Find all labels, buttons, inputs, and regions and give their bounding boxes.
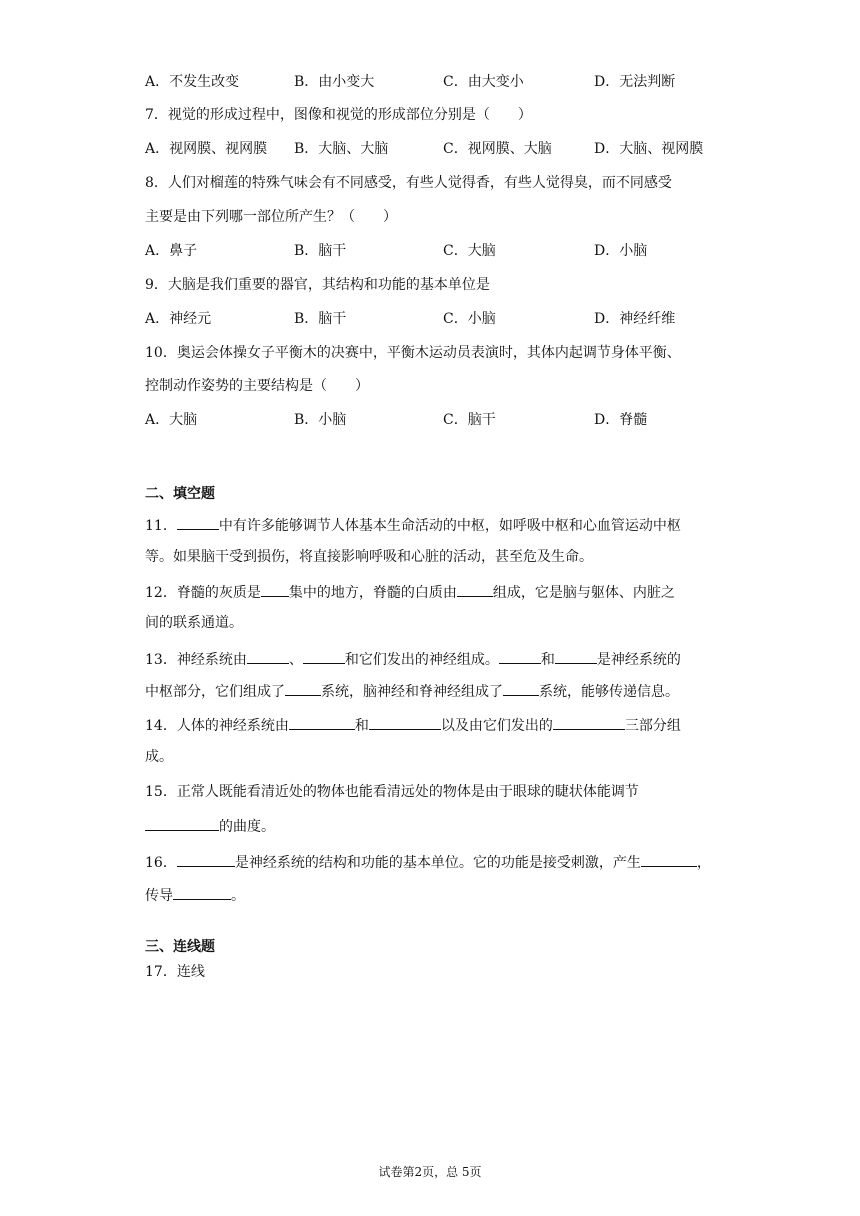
q15-line1: 15．正常人既能看清近处的物体也能看清远处的物体是由于眼球的睫状体能调节	[145, 784, 639, 800]
q7-option-a: A．视网膜、视网膜	[145, 141, 268, 157]
q9-option-d: D．神经纤维	[594, 311, 676, 327]
q11-line1-text: 中有许多能够调节人体基本生命活动的中枢，如呼吸中枢和心血管运动中枢	[218, 518, 681, 534]
q13-text-1: 13．神经系统由	[145, 652, 247, 668]
q14-blank-1[interactable]	[289, 714, 355, 730]
q11-line2: 等。如果脑干受到损伤，将直接影响呼吸和心脏的活动，甚至危及生命。	[145, 549, 593, 565]
q16-text-2: ，	[696, 855, 711, 871]
q12-text-1: 12．脊髓的灰质是	[145, 585, 261, 601]
q12-blank-2[interactable]	[457, 581, 493, 597]
q13-text-2: 、	[288, 652, 303, 668]
q13-blank-6[interactable]	[503, 680, 539, 696]
section-title-fill-in: 二、填空题	[145, 486, 215, 502]
q11-blank-1[interactable]	[177, 514, 219, 530]
q6-option-c: C．由大变小	[443, 74, 524, 90]
q8-stem-line2: 主要是由下列哪一部位所产生？（ ）	[145, 209, 397, 225]
q16-text-3: 传导	[145, 888, 173, 904]
q12-line2: 间的联系通道。	[145, 615, 243, 631]
q13-line1	[145, 648, 720, 668]
q7-option-d: D．大脑、视网膜	[594, 141, 704, 157]
q9-option-c: C．小脑	[443, 311, 496, 327]
q13-text-3: 和它们发出的神经组成。	[344, 652, 499, 668]
q12-text-2: 集中的地方，脊髓的白质由	[288, 585, 457, 601]
q13-blank-4[interactable]	[555, 648, 597, 664]
q16-blank-2[interactable]	[641, 851, 697, 867]
q13-blank-5[interactable]	[285, 680, 321, 696]
q17-stem: 17．连线	[145, 964, 205, 980]
q10-option-c: C．脑干	[443, 412, 496, 428]
page-footer: 试卷第2页，总 5页	[378, 1165, 482, 1179]
q13-blank-2[interactable]	[303, 648, 345, 664]
q9-option-b: B．脑干	[294, 311, 347, 327]
q15-line2-text: 的曲度。	[219, 819, 275, 835]
q6-option-a: A．不发生改变	[145, 74, 240, 90]
q14-line2: 成。	[145, 749, 173, 765]
q7-option-c: C．视网膜、大脑	[443, 141, 552, 157]
q8-option-a: A．鼻子	[145, 243, 198, 259]
q13-blank-1[interactable]	[247, 648, 289, 664]
q7-stem: 7．视觉的形成过程中，图像和视觉的形成部位分别是（ ）	[145, 107, 532, 123]
q12-line1	[145, 581, 720, 601]
q13-text-4: 和	[540, 652, 555, 668]
q14-text-1: 14．人体的神经系统由	[145, 718, 289, 734]
q11-line1	[145, 514, 720, 534]
q10-stem-line1: 10．奥运会体操女子平衡木的决赛中，平衡木运动员表演时，其体内起调节身体平衡、	[145, 345, 681, 361]
q16-line1	[145, 851, 720, 871]
q8-stem-line1: 8．人们对榴莲的特殊气味会有不同感受，有些人觉得香，有些人觉得臭，而不同感受	[145, 175, 672, 191]
q9-option-a: A．神经元	[145, 311, 212, 327]
q13-text-8: 系统，能够传递信息。	[539, 684, 679, 700]
q14-text-2: 和	[354, 718, 369, 734]
q10-option-b: B．小脑	[294, 412, 347, 428]
q14-text-4: 三部分组	[624, 718, 681, 734]
q12-blank-1[interactable]	[261, 581, 289, 597]
q16-line2	[145, 884, 720, 904]
q14-blank-3[interactable]	[553, 714, 625, 730]
q13-blank-3[interactable]	[499, 648, 541, 664]
q9-stem: 9．大脑是我们重要的器官，其结构和功能的基本单位是	[145, 277, 490, 293]
q6-option-d: D．无法判断	[594, 74, 676, 90]
q15-line2	[145, 815, 720, 835]
q16-blank-1[interactable]	[177, 851, 235, 867]
q16-text-1: 是神经系统的结构和功能的基本单位。它的功能是接受刺激，产生	[234, 855, 641, 871]
q14-text-3: 以及由它们发出的	[440, 718, 553, 734]
q13-text-5: 是神经系统的	[596, 652, 681, 668]
q8-option-c: C．大脑	[443, 243, 496, 259]
q8-option-b: B．脑干	[294, 243, 347, 259]
section-title-matching: 三、连线题	[145, 939, 215, 955]
q14-line1	[145, 714, 720, 734]
q14-blank-2[interactable]	[369, 714, 441, 730]
q8-option-d: D．小脑	[594, 243, 648, 259]
q13-text-7: 系统，脑神经和脊神经组成了	[321, 684, 503, 700]
q6-option-b: B．由小变大	[294, 74, 375, 90]
q10-option-d: D．脊髓	[594, 412, 648, 428]
q7-option-b: B．大脑、大脑	[294, 141, 389, 157]
q16-number: 16．	[145, 855, 177, 871]
q12-text-3: 组成，它是脑与躯体、内脏之	[492, 585, 675, 601]
q11-number: 11．	[145, 518, 177, 534]
q15-blank-1[interactable]	[145, 815, 219, 831]
q10-stem-line2: 控制动作姿势的主要结构是（ ）	[145, 378, 369, 394]
q13-line2	[145, 680, 720, 700]
q16-text-4: 。	[231, 888, 245, 904]
q13-text-6: 中枢部分，它们组成了	[145, 684, 285, 700]
q10-option-a: A．大脑	[145, 412, 198, 428]
q16-blank-3[interactable]	[173, 884, 231, 900]
